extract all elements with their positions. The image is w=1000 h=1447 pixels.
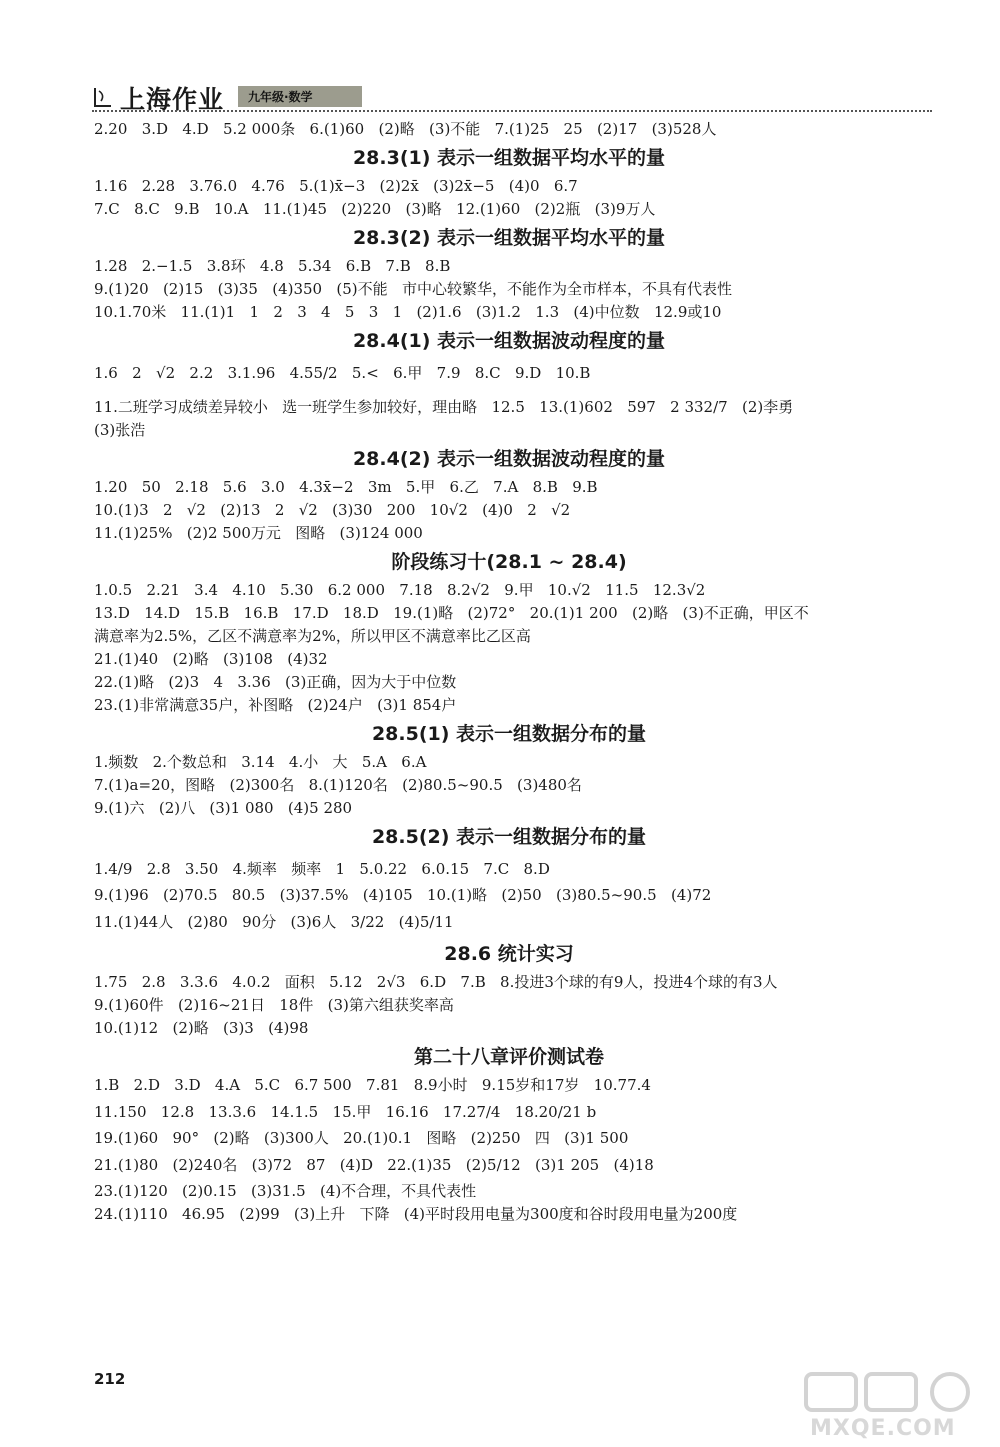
grade-tag: 九年级·数学 bbox=[238, 86, 362, 107]
answer-line: 22.(1)略 (2)3 4 3.36 (3)正确，因为大于中位数 bbox=[94, 673, 457, 691]
answer-line: 1.4/9 2.8 3.50 4.频率 频率 1 5.0.22 6.0.15 7.C 8.D bbox=[94, 860, 550, 878]
section-heading: 28.4(1) 表示一组数据波动程度的量 bbox=[352, 330, 666, 352]
answer-line: 11.二班学习成绩差异较小 选一班学生参加较好，理由略 12.5 13.(1)602 597 2 332/7 (2)李勇 bbox=[94, 398, 794, 416]
header-divider bbox=[92, 110, 932, 112]
answer-line: (3)张浩 bbox=[94, 421, 146, 439]
answer-line: 21.(1)40 (2)略 (3)108 (4)32 bbox=[94, 650, 328, 668]
answer-line: 9.(1)20 (2)15 (3)35 (4)350 (5)不能 市中心较繁华，不能作为全市样本，不具有代表性 bbox=[94, 280, 732, 298]
logo-icon bbox=[92, 86, 114, 108]
section-heading: 28.3(1) 表示一组数据平均水平的量 bbox=[352, 147, 666, 169]
answer-line: 9.(1)96 (2)70.5 80.5 (3)37.5% (4)105 10.(1)略 (2)50 (3)80.5~90.5 (4)72 bbox=[94, 886, 712, 904]
answer-line: 21.(1)80 (2)240名 (3)72 87 (4)D 22.(1)35 (2)5/12 (3)1 205 (4)18 bbox=[94, 1156, 654, 1174]
section-heading: 第二十八章评价测试卷 bbox=[413, 1046, 604, 1068]
section-heading: 28.5(2) 表示一组数据分布的量 bbox=[371, 826, 647, 848]
watermark-logo-icon bbox=[804, 1370, 984, 1414]
answer-key-content bbox=[94, 118, 924, 1226]
section-heading: 28.6 统计实习 bbox=[444, 943, 574, 965]
answer-line: 24.(1)110 46.95 (2)99 (3)上升 下降 (4)平时段用电量为300度和谷时段用电量为200度 bbox=[94, 1205, 738, 1223]
answer-line: 满意率为2.5%，乙区不满意率为2%，所以甲区不满意率比乙区高 bbox=[94, 627, 531, 645]
header-title: 上海作业 bbox=[120, 85, 225, 114]
answer-line: 1.0.5 2.21 3.4 4.10 5.30 6.2 000 7.18 8.2√2 9.甲 10.√2 11.5 12.3√2 bbox=[94, 581, 706, 599]
section-heading: 阶段练习十(28.1 ~ 28.4) bbox=[391, 551, 627, 573]
answer-line: 1.6 2 √2 2.2 3.1.96 4.55/2 5.< 6.甲 7.9 8.C 9.D 10.B bbox=[94, 364, 591, 382]
watermark bbox=[800, 1370, 990, 1442]
answer-line: 10.1.70米 11.(1)1 1 2 3 4 5 3 1 (2)1.6 (3)1.2 1.3 (4)中位数 12.9或10 bbox=[94, 303, 722, 321]
answer-line: 13.D 14.D 15.B 16.B 17.D 18.D 19.(1)略 (2)72° 20.(1)1 200 (2)略 (3)不正确，甲区不 bbox=[94, 604, 809, 622]
answer-line: 19.(1)60 90° (2)略 (3)300人 20.(1)0.1 图略 (2)250 四 (3)1 500 bbox=[94, 1129, 629, 1147]
answer-line: 23.(1)120 (2)0.15 (3)31.5 (4)不合理，不具代表性 bbox=[94, 1182, 477, 1200]
page-number: 212 bbox=[94, 1370, 126, 1388]
answer-line: 1.16 2.28 3.76.0 4.76 5.(1)x̄−3 (2)2x̄ (3)2x̄−5 (4)0 6.7 bbox=[94, 177, 578, 195]
section-heading: 28.5(1) 表示一组数据分布的量 bbox=[371, 723, 647, 745]
answer-line: 9.(1)60件 (2)16~21日 18件 (3)第六组获奖率高 bbox=[94, 996, 454, 1014]
answer-line: 23.(1)非常满意35户，补图略 (2)24户 (3)1 854户 bbox=[94, 696, 457, 714]
answer-line: 2.20 3.D 4.D 5.2 000条 6.(1)60 (2)略 (3)不能 7.(1)25 25 (2)17 (3)528人 bbox=[94, 120, 717, 138]
answer-line: 10.(1)3 2 √2 (2)13 2 √2 (3)30 200 10√2 (4)0 2 √2 bbox=[94, 501, 571, 519]
answer-line: 1.20 50 2.18 5.6 3.0 4.3x̄−2 3m 5.甲 6.乙 7.A 8.B 9.B bbox=[94, 478, 598, 496]
answer-line: 1.频数 2.个数总和 3.14 4.小 大 5.A 6.A bbox=[94, 753, 427, 771]
section-heading: 28.3(2) 表示一组数据平均水平的量 bbox=[352, 227, 666, 249]
watermark-text: MXQE.COM bbox=[810, 1416, 956, 1441]
answer-line: 7.C 8.C 9.B 10.A 11.(1)45 (2)220 (3)略 12.(1)60 (2)2瓶 (3)9万人 bbox=[94, 200, 656, 218]
answer-line: 9.(1)六 (2)八 (3)1 080 (4)5 280 bbox=[94, 799, 353, 817]
answer-line: 11.(1)25% (2)2 500万元 图略 (3)124 000 bbox=[94, 524, 423, 542]
answer-line: 1.B 2.D 3.D 4.A 5.C 6.7 500 7.81 8.9小时 9.15岁和17岁 10.77.4 bbox=[94, 1076, 651, 1094]
answer-line: 7.(1)a=20，图略 (2)300名 8.(1)120名 (2)80.5~90.5 (3)480名 bbox=[94, 776, 582, 794]
answer-line: 1.75 2.8 3.3.6 4.0.2 面积 5.12 2√3 6.D 7.B 8.投进3个球的有9人，投进4个球的有3人 bbox=[94, 973, 778, 991]
section-heading: 28.4(2) 表示一组数据波动程度的量 bbox=[352, 448, 666, 470]
answer-line: 10.(1)12 (2)略 (3)3 (4)98 bbox=[94, 1019, 309, 1037]
answer-line: 11.150 12.8 13.3.6 14.1.5 15.甲 16.16 17.27/4 18.20/21 b bbox=[94, 1103, 597, 1121]
answer-line: 11.(1)44人 (2)80 90分 (3)6人 3/22 (4)5/11 bbox=[94, 913, 454, 931]
answer-line: 1.28 2.−1.5 3.8环 4.8 5.34 6.B 7.B 8.B bbox=[94, 257, 451, 275]
